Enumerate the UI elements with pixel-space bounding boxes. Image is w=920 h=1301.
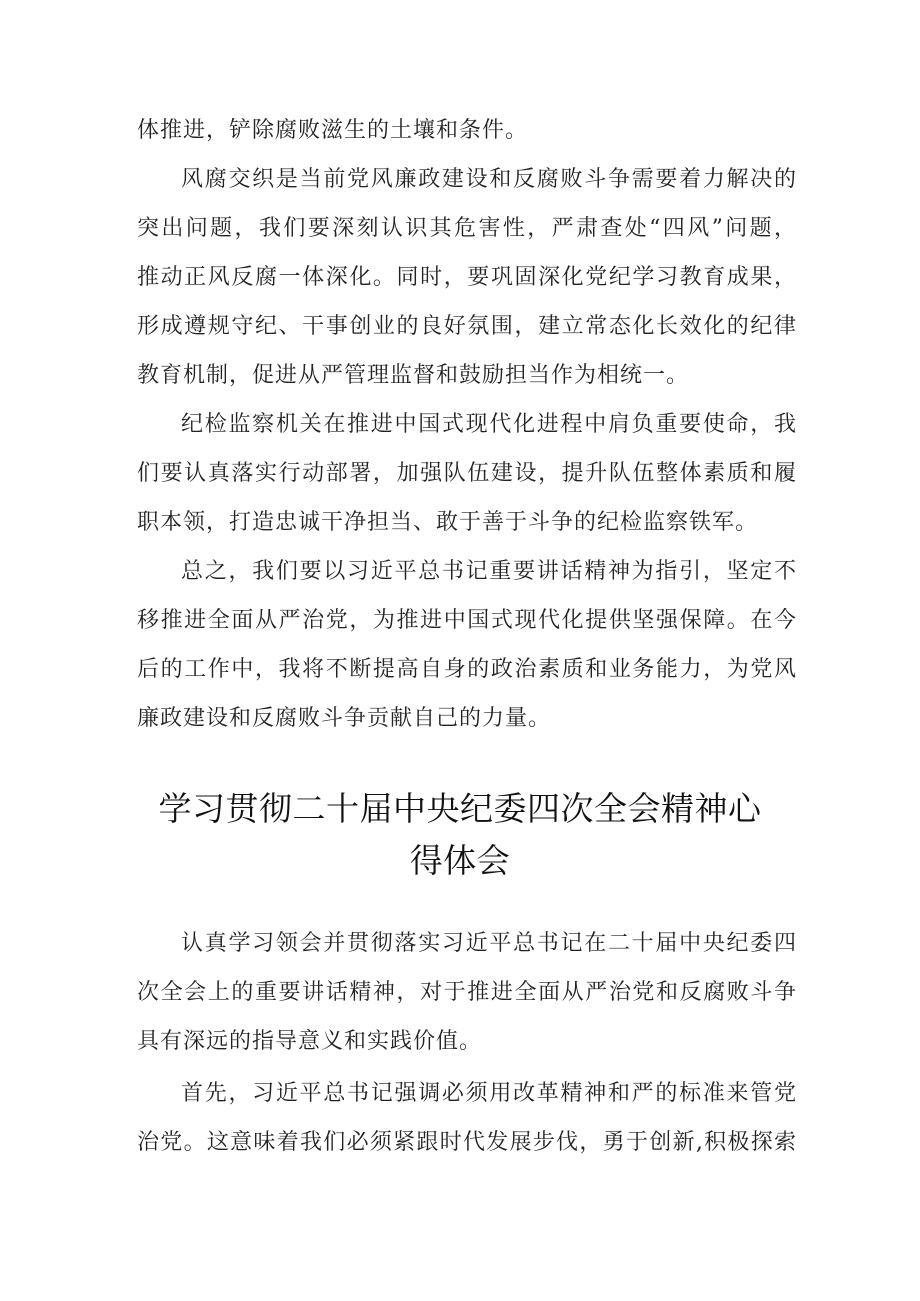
paragraph-line: 廉政建设和反腐败斗争贡献自己的力量。 xyxy=(137,706,552,731)
paragraph-line: 风腐交织是当前党风廉政建设和反腐败斗争需要着力解决的 xyxy=(181,167,797,192)
paragraph-line: 首先，习近平总书记强调必须用改革精神和严的标准来管党 xyxy=(181,1081,797,1106)
page-title-line-2: 得体会 xyxy=(409,841,511,880)
paragraph-line: 纪检监察机关在推进中国式现代化进程中肩负重要使命，我 xyxy=(181,412,797,437)
paragraph-line: 总之，我们要以习近平总书记重要讲话精神为指引，坚定不 xyxy=(181,559,797,584)
paragraph-line: 后的工作中，我将不断提高自身的政治素质和业务能力，为党风 xyxy=(137,657,797,682)
paragraph-line: 突出问题，我们要深刻认识其危害性，严肃查处“四风”问题， xyxy=(137,216,797,241)
paragraph-line: 认真学习领会并贯彻落实习近平总书记在二十届中央纪委四 xyxy=(181,931,797,956)
paragraph-line: 教育机制，促进从严管理监督和鼓励担当作为相统一。 xyxy=(137,363,690,388)
paragraph-line: 们要认真落实行动部署，加强队伍建设，提升队伍整体素质和履 xyxy=(137,461,797,486)
paragraph-line: 次全会上的重要讲话精神，对于推进全面从严治党和反腐败斗争 xyxy=(137,980,797,1005)
paragraph-line: 形成遵规守纪、干事创业的良好氛围，建立常态化长效化的纪律 xyxy=(137,314,797,339)
paragraph-line: 推动正风反腐一体深化。同时，要巩固深化党纪学习教育成果， xyxy=(137,265,797,290)
paragraph-line: 具有深远的指导意义和实践价值。 xyxy=(137,1029,483,1054)
page-title-line-1: 学习贯彻二十届中央纪委四次全会精神心 xyxy=(158,789,762,828)
paragraph-line: 移推进全面从严治党，为推进中国式现代化提供坚强保障。在今 xyxy=(137,608,797,633)
paragraph-line: 职本领，打造忠诚干净担当、敢于善于斗争的纪检监察铁军。 xyxy=(137,510,759,535)
paragraph-line: 体推进，铲除腐败滋生的土壤和条件。 xyxy=(137,118,529,143)
paragraph-line: 治党。这意味着我们必须紧跟时代发展步伐，勇于创新,积极探索 xyxy=(137,1130,797,1155)
